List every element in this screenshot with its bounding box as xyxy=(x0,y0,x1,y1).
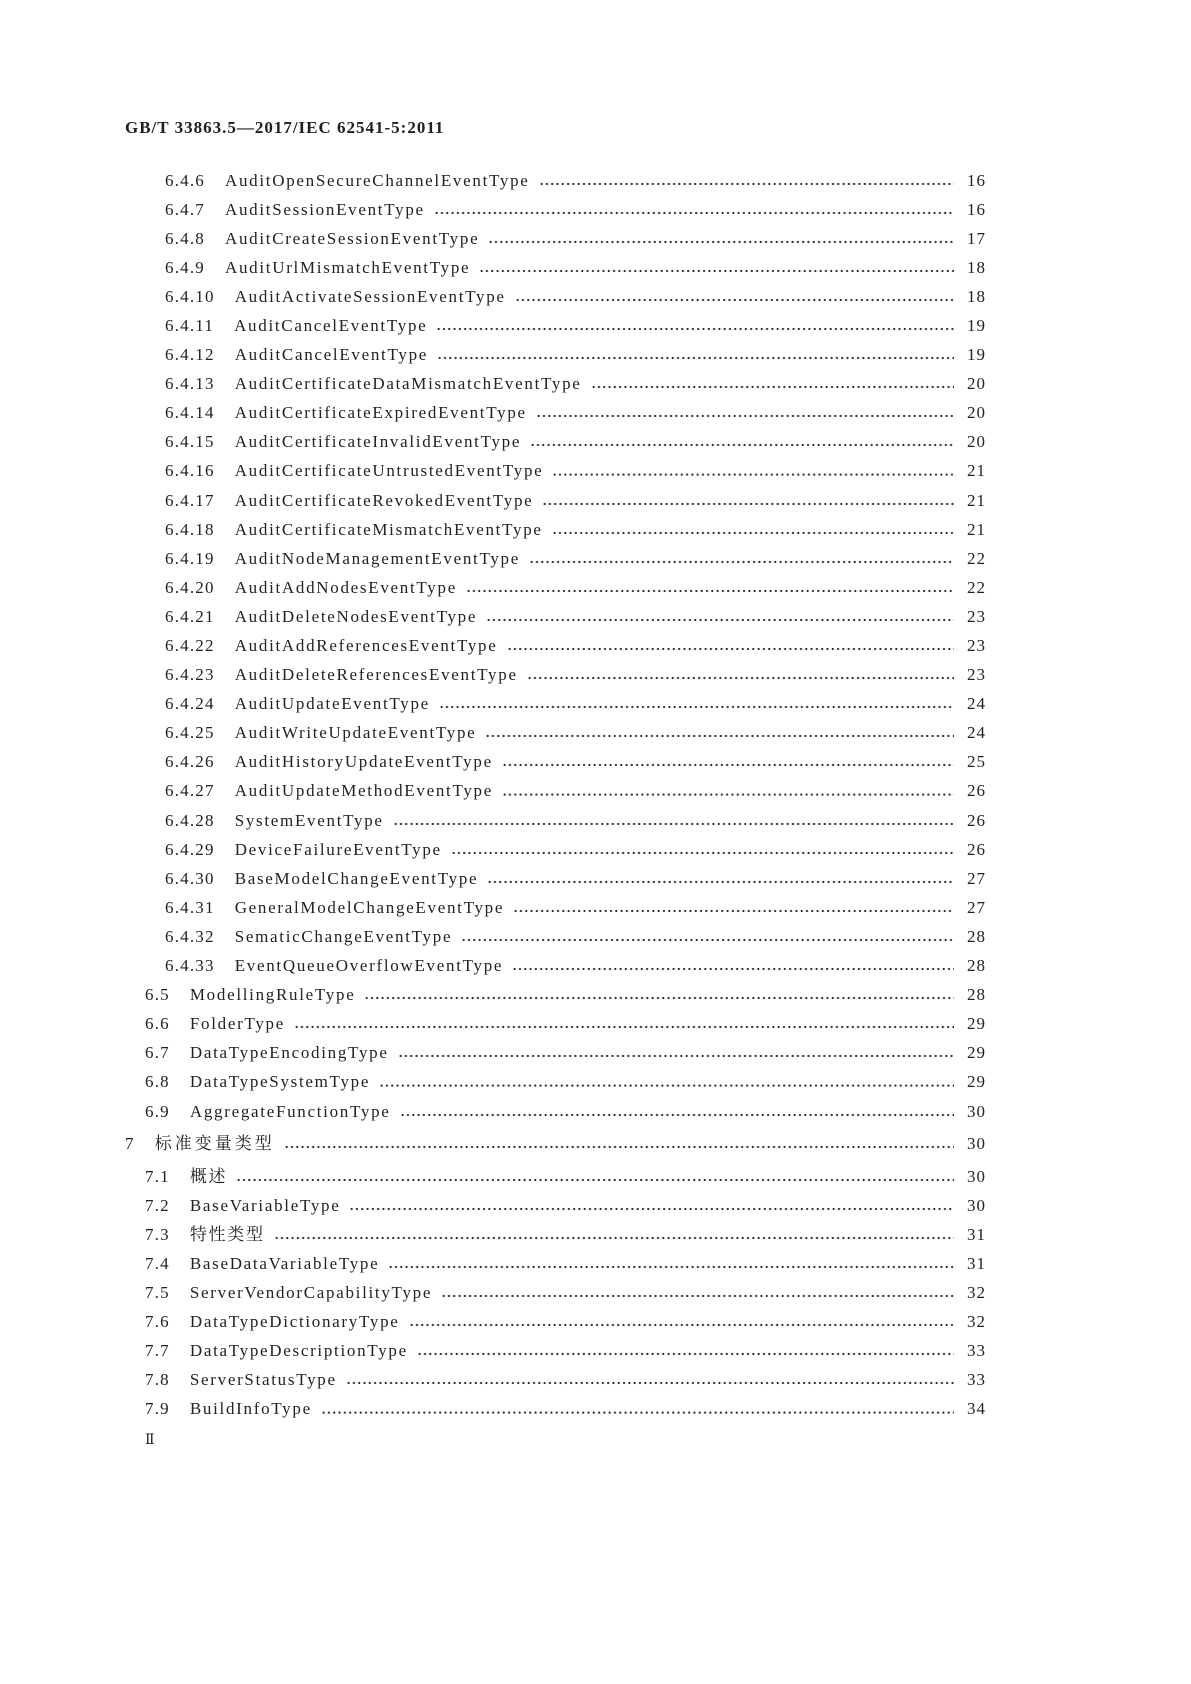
dot-leader xyxy=(236,1162,954,1191)
toc-entry xyxy=(125,544,985,573)
toc-entry-page-number: 26 xyxy=(967,839,986,859)
toc-entry-number: 7.5 xyxy=(145,1283,170,1303)
toc-chapter-entry xyxy=(125,1129,985,1158)
toc-entry-title: ServerVendorCapabilityType xyxy=(189,1283,433,1303)
toc-entry-number: 6.4.16 xyxy=(165,461,215,481)
toc-entry-title: AuditUpdateEventType xyxy=(234,694,430,714)
toc-entry-number: 6.4.6 xyxy=(165,170,205,190)
toc-entry-title: SematicChangeEventType xyxy=(234,926,453,946)
toc-entry xyxy=(125,1097,985,1126)
dot-leader xyxy=(349,1191,954,1220)
dot-leader xyxy=(393,806,954,835)
toc-entry-page-number: 30 xyxy=(967,1195,986,1215)
dot-leader xyxy=(513,893,954,922)
toc-entry xyxy=(125,195,985,224)
toc-entry xyxy=(125,1336,985,1365)
dot-leader xyxy=(542,486,954,515)
dot-leader xyxy=(487,864,954,893)
dot-leader xyxy=(461,922,954,951)
dot-leader xyxy=(591,369,954,398)
dot-leader xyxy=(529,544,954,573)
toc-entry-title: AuditCancelEventType xyxy=(234,315,428,335)
toc-entry xyxy=(125,282,985,311)
toc-entry-number: 6.4.33 xyxy=(165,956,215,976)
toc-entry-page-number: 24 xyxy=(967,723,986,743)
dot-leader xyxy=(451,835,954,864)
dot-leader xyxy=(434,195,954,224)
dot-leader xyxy=(379,1067,954,1096)
toc-entry xyxy=(125,1009,985,1038)
toc-entry xyxy=(125,806,985,835)
toc-entry xyxy=(125,427,985,456)
toc-entry-page-number: 26 xyxy=(967,781,986,801)
dot-leader xyxy=(439,689,954,718)
toc-entry-title: BaseModelChangeEventType xyxy=(234,868,479,888)
toc-entry-number: 6.4.15 xyxy=(165,432,215,452)
toc-entry-title: BaseVariableType xyxy=(189,1195,341,1215)
toc-entry-page-number: 23 xyxy=(967,636,986,655)
toc-entry-number: 6.4.19 xyxy=(165,548,215,568)
toc-entry-title: BuildInfoType xyxy=(189,1399,312,1419)
toc-entry-number: 6.4.17 xyxy=(165,490,215,510)
toc-entry xyxy=(125,1191,985,1220)
toc-entry-title: AuditCertificateDataMismatchEventType xyxy=(234,374,582,394)
toc-entry-title: AuditUrlMismatchEventType xyxy=(225,257,471,277)
toc-entry xyxy=(125,515,985,544)
toc-entry xyxy=(125,1067,985,1096)
toc-entry-title: AuditOpenSecureChannelEventType xyxy=(225,170,530,190)
toc-entry-page-number: 28 xyxy=(967,985,986,1005)
toc-entry-number: 7.8 xyxy=(145,1370,170,1390)
toc-entry-number: 6.4.31 xyxy=(165,897,215,917)
toc-entry-title: AuditAddReferencesEventType xyxy=(234,636,498,655)
toc-entry-number: 6.4.10 xyxy=(165,286,215,306)
toc-entry-number: 7.7 xyxy=(145,1341,170,1361)
dot-leader xyxy=(552,515,954,544)
toc-entry xyxy=(125,166,985,195)
dot-leader xyxy=(502,776,954,805)
toc-entry-number: 6.4.29 xyxy=(165,839,215,859)
toc-entry-title: AuditActivateSessionEventType xyxy=(234,286,506,306)
toc-entry xyxy=(125,602,985,631)
dot-leader xyxy=(552,456,954,485)
toc-entry-page-number: 20 xyxy=(967,374,986,394)
toc-entry-title: AuditHistoryUpdateEventType xyxy=(234,752,493,772)
dot-leader xyxy=(398,1038,954,1067)
toc-entry-title: AuditCertificateUntrustedEventType xyxy=(234,461,544,481)
toc-entry-number: 6.4.12 xyxy=(165,345,215,365)
table-of-contents xyxy=(125,166,985,1424)
toc-entry-title: AuditUpdateMethodEventType xyxy=(234,781,493,801)
dot-leader xyxy=(346,1365,954,1394)
toc-entry-number: 6.4.9 xyxy=(165,257,205,277)
toc-entry-page-number: 33 xyxy=(967,1370,986,1390)
toc-entry-title: EventQueueOverflowEventType xyxy=(234,956,504,976)
dot-leader xyxy=(536,398,954,427)
toc-entry-number: 7 xyxy=(125,1133,135,1153)
toc-entry xyxy=(125,1307,985,1336)
dot-leader xyxy=(486,602,954,631)
toc-entry-page-number: 21 xyxy=(967,519,986,539)
toc-entry-page-number: 25 xyxy=(967,752,986,772)
toc-entry-page-number: 24 xyxy=(967,694,986,714)
toc-entry-title: DeviceFailureEventType xyxy=(234,839,442,859)
toc-entry-page-number: 17 xyxy=(967,228,986,248)
toc-entry-number: 6.4.18 xyxy=(165,519,215,539)
toc-entry-page-number: 18 xyxy=(967,286,986,306)
toc-entry xyxy=(125,311,985,340)
toc-entry-page-number: 19 xyxy=(967,315,986,335)
toc-entry xyxy=(125,1278,985,1307)
toc-entry-page-number: 28 xyxy=(967,956,986,976)
toc-entry-page-number: 30 xyxy=(967,1133,986,1153)
toc-entry-title: DataTypeSystemType xyxy=(189,1072,371,1092)
toc-entry-page-number: 20 xyxy=(967,403,986,423)
toc-entry-page-number: 28 xyxy=(967,926,986,946)
dot-leader xyxy=(488,224,954,253)
toc-entry-page-number: 32 xyxy=(967,1312,986,1332)
toc-entry-number: 7.1 xyxy=(145,1166,170,1186)
toc-entry-title: DataTypeDescriptionType xyxy=(189,1341,408,1361)
dot-leader xyxy=(400,1097,954,1126)
dot-leader xyxy=(284,1129,954,1158)
toc-entry-number: 6.4.25 xyxy=(165,723,215,743)
toc-entry-title: 概述 xyxy=(189,1166,228,1186)
toc-entry xyxy=(125,1394,985,1423)
dot-leader xyxy=(485,718,954,747)
toc-entry-title: FolderType xyxy=(189,1014,285,1034)
toc-entry xyxy=(125,1162,985,1191)
toc-entry xyxy=(125,1220,985,1249)
toc-entry-page-number: 22 xyxy=(967,577,986,597)
toc-entry xyxy=(125,864,985,893)
toc-entry-page-number: 27 xyxy=(967,868,986,888)
toc-entry-number: 7.3 xyxy=(145,1224,170,1244)
dot-leader xyxy=(294,1009,954,1038)
toc-entry-title: DataTypeEncodingType xyxy=(189,1043,389,1063)
toc-entry-page-number: 30 xyxy=(967,1166,986,1186)
toc-entry-page-number: 27 xyxy=(967,897,986,917)
toc-entry xyxy=(125,1365,985,1394)
toc-entry-number: 6.4.21 xyxy=(165,606,215,626)
toc-entry-number: 6.4.30 xyxy=(165,868,215,888)
toc-entry-number: 6.9 xyxy=(145,1101,170,1121)
dot-leader xyxy=(512,951,954,980)
toc-entry-number: 6.6 xyxy=(145,1014,170,1034)
standard-code-header: GB/T 33863.5—2017/IEC 62541-5:2011 xyxy=(125,118,445,137)
toc-entry-page-number: 23 xyxy=(967,665,986,685)
toc-entry-title: DataTypeDictionaryType xyxy=(189,1312,400,1332)
dot-leader xyxy=(388,1249,954,1278)
dot-leader xyxy=(364,980,954,1009)
toc-entry-number: 6.4.8 xyxy=(165,228,205,248)
dot-leader xyxy=(507,631,954,660)
toc-entry xyxy=(125,689,985,718)
toc-entry-number: 6.4.7 xyxy=(165,199,205,219)
toc-entry-title: AggregateFunctionType xyxy=(189,1101,391,1121)
toc-entry-title: SystemEventType xyxy=(234,810,384,830)
dot-leader xyxy=(274,1220,954,1249)
toc-entry-title: AuditAddNodesEventType xyxy=(234,577,457,597)
toc-entry-title: AuditCertificateInvalidEventType xyxy=(234,432,522,452)
toc-entry-title: BaseDataVariableType xyxy=(189,1253,380,1273)
toc-entry-title: AuditCancelEventType xyxy=(234,345,429,365)
toc-entry xyxy=(125,660,985,689)
toc-entry-page-number: 23 xyxy=(967,606,986,626)
toc-entry xyxy=(125,1038,985,1067)
toc-entry-number: 6.4.27 xyxy=(165,781,215,801)
toc-entry xyxy=(125,456,985,485)
toc-entry-page-number: 26 xyxy=(967,810,986,830)
toc-entry-number: 6.4.13 xyxy=(165,374,215,394)
toc-entry-number: 6.4.24 xyxy=(165,694,215,714)
toc-entry-title: AuditCreateSessionEventType xyxy=(225,228,480,248)
toc-entry-page-number: 29 xyxy=(967,1014,986,1034)
toc-entry-title: AuditWriteUpdateEventType xyxy=(234,723,477,743)
toc-entry xyxy=(125,486,985,515)
toc-entry-title: GeneralModelChangeEventType xyxy=(234,897,505,917)
toc-entry xyxy=(125,718,985,747)
toc-entry-number: 6.7 xyxy=(145,1043,170,1063)
toc-entry xyxy=(125,893,985,922)
toc-entry-number: 6.4.28 xyxy=(165,810,215,830)
toc-entry-page-number: 30 xyxy=(967,1101,986,1121)
toc-entry-title: AuditCertificateExpiredEventType xyxy=(234,403,527,423)
toc-entry-page-number: 21 xyxy=(967,490,986,510)
page-number-footer: Ⅱ xyxy=(145,1432,155,1448)
toc-entry-number: 6.4.26 xyxy=(165,752,215,772)
toc-entry-page-number: 21 xyxy=(967,461,986,481)
dot-leader xyxy=(530,427,954,456)
toc-entry-title: AuditCertificateRevokedEventType xyxy=(234,490,534,510)
toc-entry xyxy=(125,835,985,864)
dot-leader xyxy=(466,573,954,602)
toc-entry-title: ModellingRuleType xyxy=(189,985,356,1005)
dot-leader xyxy=(527,660,954,689)
toc-entry xyxy=(125,398,985,427)
dot-leader xyxy=(539,166,954,195)
toc-entry-number: 6.4.23 xyxy=(165,665,215,685)
toc-entry xyxy=(125,922,985,951)
dot-leader xyxy=(441,1278,954,1307)
dot-leader xyxy=(409,1307,954,1336)
toc-entry xyxy=(125,1249,985,1278)
toc-entry-title: AuditSessionEventType xyxy=(225,199,425,219)
toc-entry-number: 6.5 xyxy=(145,985,170,1005)
toc-entry-number: 6.4.32 xyxy=(165,926,215,946)
toc-entry-page-number: 29 xyxy=(967,1072,986,1092)
toc-entry xyxy=(125,340,985,369)
toc-entry-title: AuditDeleteNodesEventType xyxy=(234,606,478,626)
toc-entry xyxy=(125,776,985,805)
toc-entry-page-number: 18 xyxy=(967,257,986,277)
dot-leader xyxy=(436,311,954,340)
toc-entry-title: 标准变量类型 xyxy=(154,1133,275,1153)
toc-entry-title: AuditCertificateMismatchEventType xyxy=(234,519,543,539)
toc-entry-page-number: 29 xyxy=(967,1043,986,1063)
dot-leader xyxy=(515,282,954,311)
toc-entry-number: 6.8 xyxy=(145,1072,170,1092)
toc-entry-number: 6.4.20 xyxy=(165,577,215,597)
toc-entry-page-number: 31 xyxy=(967,1224,986,1244)
toc-entry-number: 7.4 xyxy=(145,1253,170,1273)
toc-entry xyxy=(125,224,985,253)
toc-entry xyxy=(125,631,985,660)
toc-entry xyxy=(125,253,985,282)
toc-entry xyxy=(125,951,985,980)
toc-entry-page-number: 34 xyxy=(967,1399,986,1419)
toc-entry xyxy=(125,747,985,776)
toc-entry-number: 7.6 xyxy=(145,1312,170,1332)
toc-entry-page-number: 31 xyxy=(967,1253,986,1273)
dot-leader xyxy=(502,747,954,776)
dot-leader xyxy=(321,1394,954,1423)
toc-entry-page-number: 33 xyxy=(967,1341,986,1361)
toc-entry-page-number: 19 xyxy=(967,345,986,365)
toc-entry-number: 7.2 xyxy=(145,1195,170,1215)
toc-entry-title: AuditDeleteReferencesEventType xyxy=(234,665,518,685)
dot-leader xyxy=(417,1336,954,1365)
toc-entry-page-number: 22 xyxy=(967,548,986,568)
toc-entry xyxy=(125,573,985,602)
toc-entry-number: 7.9 xyxy=(145,1399,170,1419)
toc-entry xyxy=(125,980,985,1009)
toc-entry-title: 特性类型 xyxy=(189,1224,265,1244)
toc-entry-page-number: 16 xyxy=(967,170,986,190)
toc-entry-title: AuditNodeManagementEventType xyxy=(234,548,520,568)
toc-entry xyxy=(125,369,985,398)
toc-entry-page-number: 32 xyxy=(967,1283,986,1303)
toc-entry-page-number: 20 xyxy=(967,432,986,452)
toc-entry-number: 6.4.22 xyxy=(165,636,215,655)
toc-entry-number: 6.4.11 xyxy=(165,315,215,335)
dot-leader xyxy=(437,340,954,369)
dot-leader xyxy=(479,253,954,282)
toc-entry-title: ServerStatusType xyxy=(189,1370,337,1390)
toc-entry-number: 6.4.14 xyxy=(165,403,215,423)
toc-entry-page-number: 16 xyxy=(967,199,986,219)
